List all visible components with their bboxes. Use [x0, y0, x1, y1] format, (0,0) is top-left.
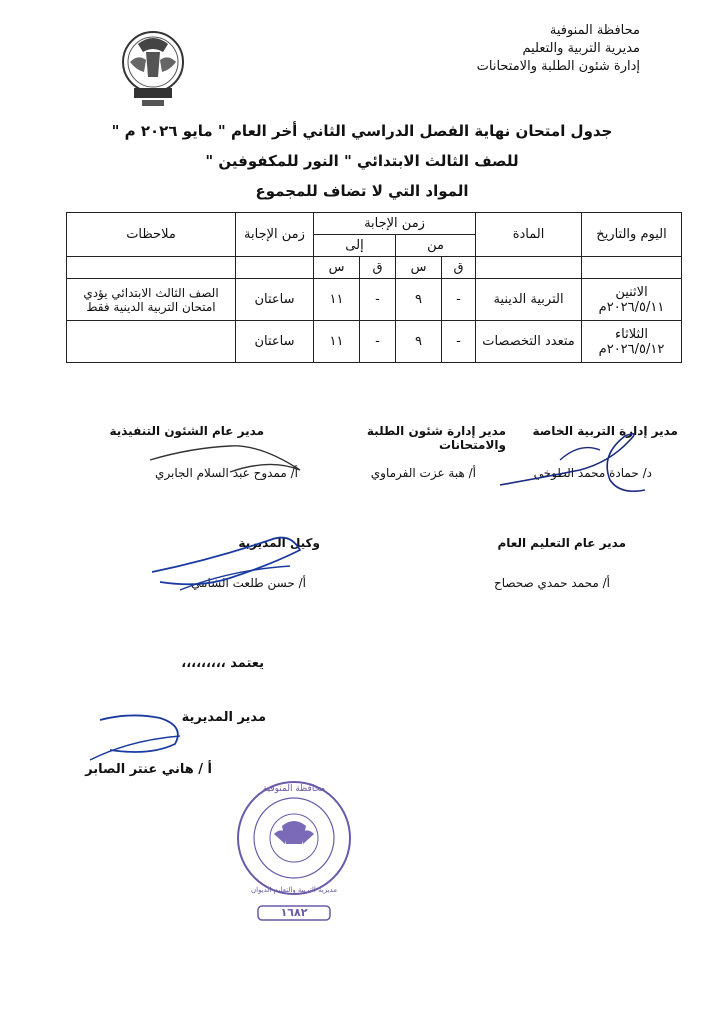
exec-affairs-title: مدير عام الشئون التنفيذية: [109, 424, 264, 438]
day-label: الثلاثاء: [615, 326, 648, 342]
date-label: ٢٠٢٦/٥/١٢م: [598, 341, 665, 357]
general-ed-name: أ/ محمد حمدي صحصاح: [493, 576, 610, 590]
duration-header: زمن الإجابة: [236, 213, 314, 257]
day-date-cell: [582, 321, 682, 363]
duration-cell: ساعتان: [236, 321, 314, 363]
subject-header: المادة: [476, 213, 582, 257]
notes-header: ملاحظات: [67, 213, 236, 257]
duration-subheader-empty: [236, 257, 314, 279]
notes-subheader-empty: [67, 257, 236, 279]
subjects-note-title: المواد التي لا تضاف للمجموع: [255, 182, 469, 200]
schedule-title: جدول امتحان نهاية الفصل الدراسي الثاني أخر العام " مايو ٢٠٢٦ م ": [111, 122, 613, 140]
from-s-cell: ٩: [396, 321, 442, 363]
from-q-header: ق: [442, 257, 476, 279]
special-ed-title: مدير إدارة التربية الخاصة: [532, 424, 678, 438]
student-affairs-title: مدير إدارة شئون الطلبة والامتحانات: [366, 424, 506, 452]
to-q-header: ق: [360, 257, 396, 279]
to-header: إلى: [314, 235, 396, 257]
department-label: إدارة شئون الطلبة والامتحانات: [476, 59, 640, 74]
approval-label: يعتمد ،،،،،،،،،: [181, 656, 264, 671]
date-label: ٢٠٢٦/٥/١١م: [598, 299, 665, 315]
stamp-top-text: محافظة المنوفية: [262, 784, 326, 794]
stamp-bottom-text: مديرية التربية والتعليم الديوان: [251, 886, 337, 894]
from-q-cell: -: [442, 321, 476, 363]
notes-cell: الصف الثالث الابتدائي يؤدي امتحان التربية الدينية فقط: [67, 279, 236, 321]
director-title: مدير المديرية: [181, 710, 266, 725]
exec-affairs-name: أ/ ممدوح عبد السلام الجابري: [155, 466, 298, 480]
eagle-emblem-icon: [108, 22, 198, 114]
day-date-subheader-empty: [582, 257, 682, 279]
from-header: من: [396, 235, 476, 257]
subject-cell: متعدد التخصصات: [476, 321, 582, 363]
day-date-header: اليوم والتاريخ: [582, 213, 682, 257]
subject-cell: التربية الدينية: [476, 279, 582, 321]
to-q-cell: -: [360, 279, 396, 321]
directorate-label: مديرية التربية والتعليم: [522, 41, 640, 56]
to-s-header: س: [314, 257, 360, 279]
duration-cell: ساعتان: [236, 279, 314, 321]
header-block: [380, 22, 640, 76]
table-row: [67, 279, 682, 321]
to-q-cell: -: [360, 321, 396, 363]
grade-title: للصف الثالث الابتدائي " النور للمكفوفين ": [205, 152, 519, 170]
to-s-cell: ١١: [314, 321, 360, 363]
notes-cell: [67, 321, 236, 363]
handwritten-signatures: [0, 400, 724, 800]
exam-schedule-table: [66, 212, 682, 363]
student-affairs-name: أ/ هبة عزت الفرماوي: [370, 466, 476, 480]
from-s-header: س: [396, 257, 442, 279]
deputy-title: وكيل المديرية: [238, 536, 320, 550]
director-name: أ / هاني عنتر الصابر: [85, 762, 212, 777]
day-label: الاثنين: [615, 284, 648, 300]
stamp-number: ١٦٨٢: [280, 906, 308, 919]
answer-time-header: زمن الإجابة: [314, 213, 476, 235]
day-date-cell: [582, 279, 682, 321]
table-row: [67, 321, 682, 363]
subject-subheader-empty: [476, 257, 582, 279]
general-ed-title: مدير عام التعليم العام: [497, 536, 626, 550]
special-ed-name: د/ حمادة محمد الطوخي: [533, 466, 652, 480]
governorate-label: محافظة المنوفية: [549, 23, 640, 38]
to-s-cell: ١١: [314, 279, 360, 321]
deputy-name: أ/ حسن طلعت الشامي: [191, 576, 306, 590]
from-q-cell: -: [442, 279, 476, 321]
official-stamp-icon: [232, 778, 356, 926]
from-s-cell: ٩: [396, 279, 442, 321]
